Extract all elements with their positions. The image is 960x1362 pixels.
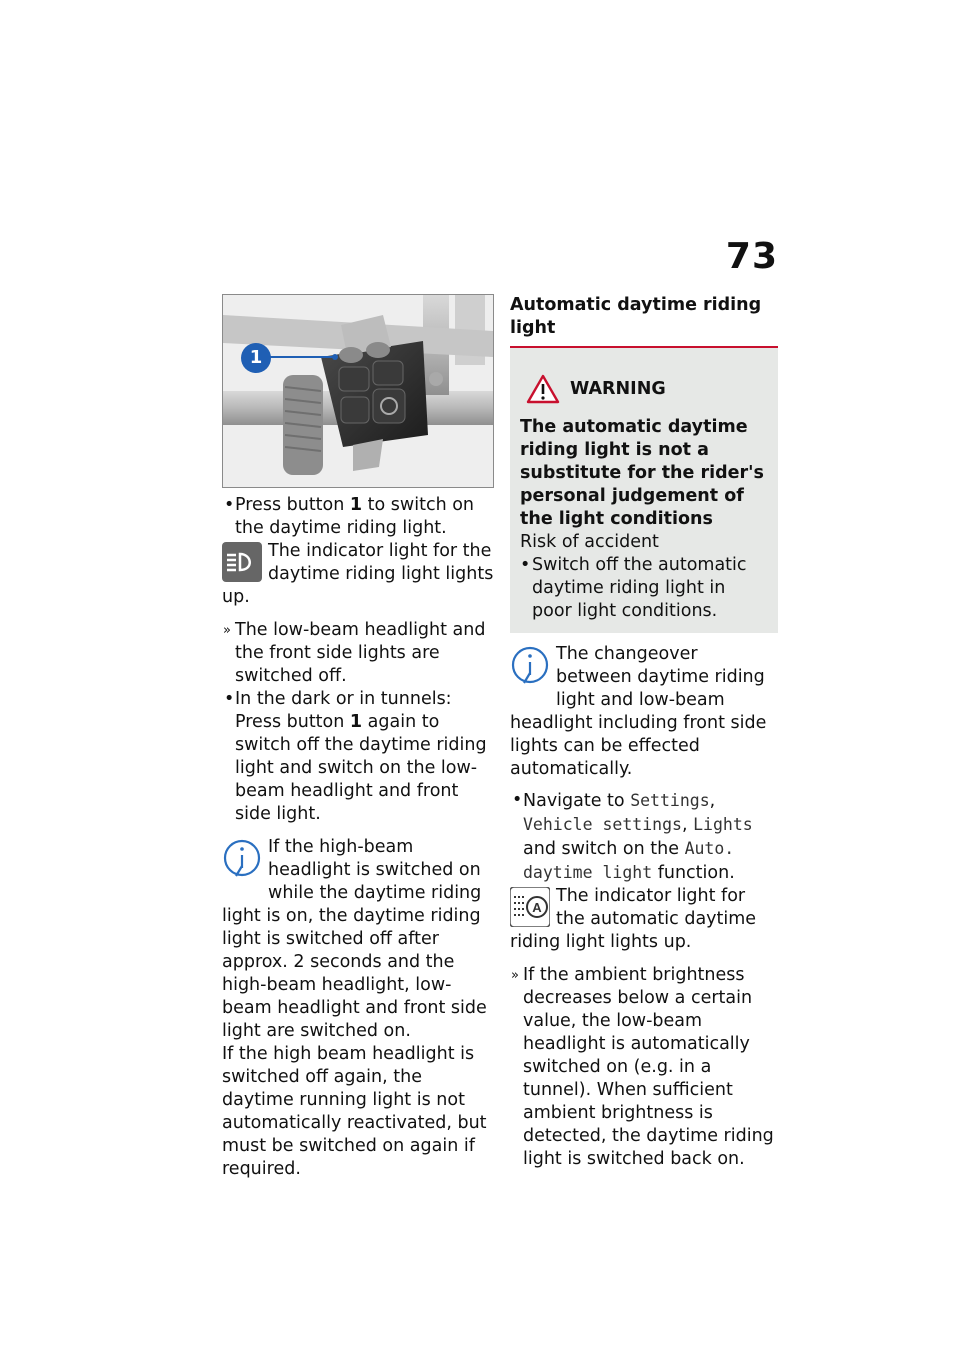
warning-triangle-icon — [526, 374, 560, 404]
warning-risk: Risk of accident — [520, 532, 659, 552]
handlebar-switch-figure — [222, 294, 494, 488]
daytime-riding-light-icon — [222, 542, 262, 582]
indicator-text: The indicator light for the daytime riding light lights up. — [222, 541, 494, 607]
result-arrow-icon: » — [511, 968, 519, 983]
indicator-note-daytime — [222, 540, 494, 609]
bullet-dot: • — [520, 555, 531, 575]
result-auto-switch: » If the ambient brightness decreases below a certain value, the low-beam headlight is automatically switched on (e.g. in a tunnel). When sufficient ambient brightness is detected, the daytime riding light is switched back on. — [511, 965, 774, 1169]
menu-path-settings: Settings — [630, 791, 710, 810]
menu-path-lights: Lights — [693, 815, 753, 834]
bullet-dot: • — [512, 790, 523, 810]
bullet-dot: • — [224, 689, 235, 709]
info-text-continued: If the high beam headlight is switched off again, the daytime running light is not automatically reactivated, but must be switched on again if required. — [222, 1044, 487, 1179]
auto-daytime-light-icon — [510, 887, 550, 927]
info-note-high-beam — [222, 836, 494, 1181]
left-column — [222, 294, 494, 1181]
button-ref: 1 — [349, 495, 363, 515]
info-icon — [222, 838, 262, 884]
step-navigate: • Navigate to Settings, Vehicle settings, Lights and switch on the Auto. daytime light function. — [512, 790, 753, 883]
callout-1-badge — [241, 343, 271, 373]
step-tunnel: • In the dark or in tunnels: Press button 1 again to switch off the daytime riding light and switch on the low-beam headlight and front side light. — [224, 689, 487, 824]
handlebar-illustration — [223, 295, 493, 487]
info-text: The changeover between daytime riding light and low-beam headlight including front side lights can be effected automatically. — [510, 644, 767, 779]
warning-headline: The automatic daytime riding light is not a substitute for the rider's personal judgement of the light conditions — [520, 417, 764, 529]
info-icon — [510, 645, 550, 691]
right-column — [510, 294, 778, 1171]
page-number: 73 — [725, 236, 778, 277]
step-switch-on: • Press button 1 to switch on the daytime riding light. — [224, 495, 475, 538]
info-note-changeover — [510, 643, 778, 781]
menu-path-vehicle-settings: Vehicle settings — [523, 815, 682, 834]
warning-title — [526, 374, 768, 404]
indicator-text: The indicator light for the automatic daytime riding light lights up. — [510, 886, 757, 952]
menu-path-auto-daytime-light: Auto. daytime light — [523, 839, 735, 882]
indicator-note-auto — [510, 885, 778, 954]
warning-action: • Switch off the automatic daytime riding light in poor light conditions. — [520, 555, 747, 621]
bullet-dot: • — [224, 495, 235, 515]
result-arrow-icon: » — [223, 623, 231, 638]
warning-box — [510, 348, 778, 633]
button-ref: 1 — [349, 712, 363, 732]
result-low-beam-off: » The low-beam headlight and the front side lights are switched off. — [223, 620, 486, 686]
info-text: If the high-beam headlight is switched on while the daytime riding light is on, the daytime riding light is switched off after approx. 2 seconds and the high-beam headlight, low-beam headlight and front side light are switched on. — [222, 837, 487, 1041]
warning-label: WARNING — [570, 378, 666, 399]
callout-1-label: 1 — [249, 347, 263, 368]
section-heading: Automatic daytime riding light — [510, 294, 778, 348]
svg-text:A: A — [532, 900, 542, 915]
